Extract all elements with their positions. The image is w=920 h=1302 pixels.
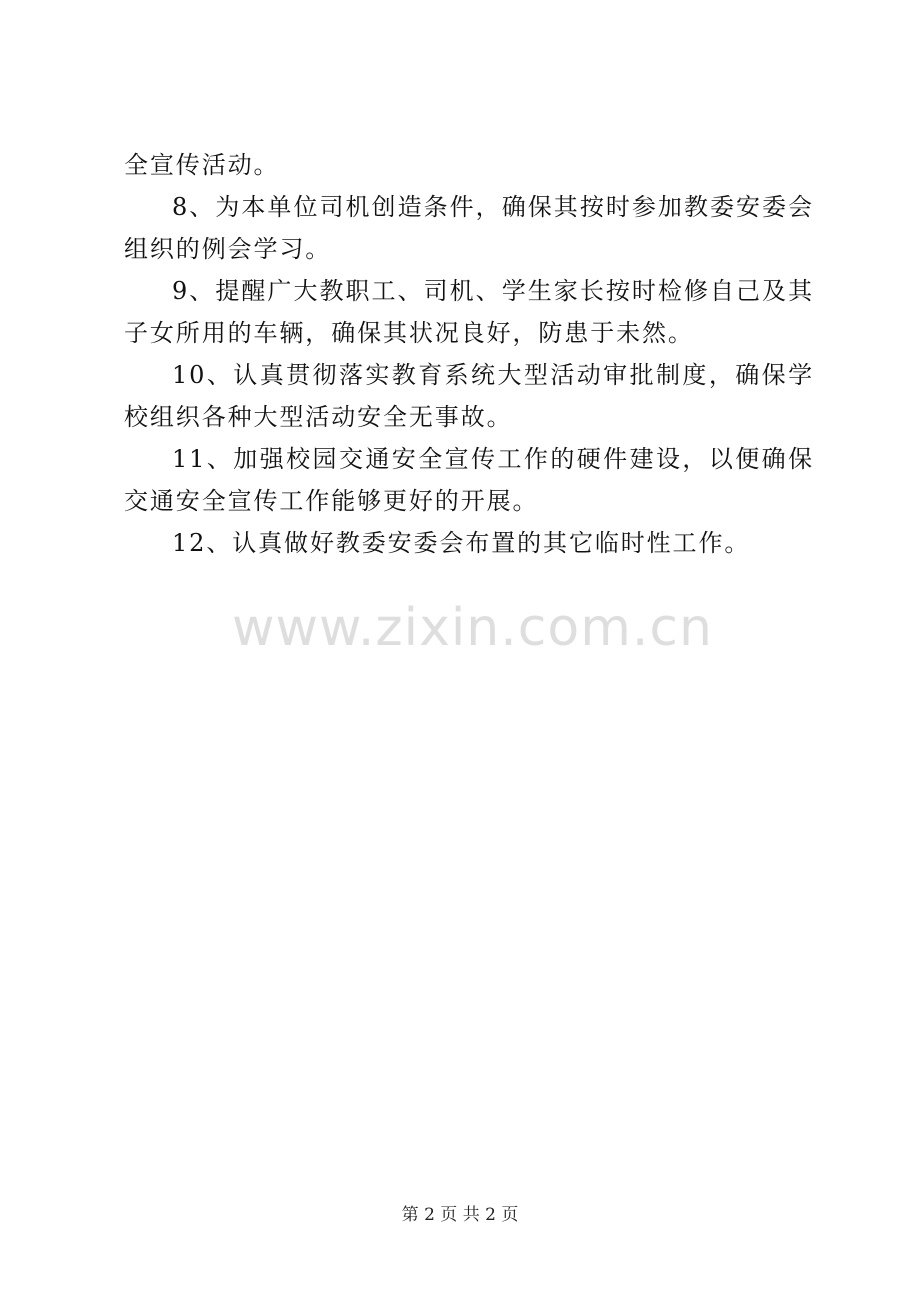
paragraph-item-12: 12、认真做好教委安委会布置的其它临时性工作。	[172, 529, 751, 557]
page-footer: 第 2 页 共 2 页	[401, 1205, 519, 1225]
paragraph-item-10: 10、认真贯彻落实教育系统大型活动审批制度，确保学校组织各种大型活动安全无事故。	[124, 361, 814, 431]
paragraph-continuation: 全宣传活动。	[124, 151, 280, 179]
paragraph-item-9: 9、提醒广大教职工、司机、学生家长按时检修自己及其子女所用的车辆，确保其状况良好，防患于未然。	[124, 277, 814, 347]
watermark: www.zixin.com.cn	[232, 598, 713, 658]
paragraph-item-8: 8、为本单位司机创造条件，确保其按时参加教委安委会组织的例会学习。	[124, 193, 814, 263]
paragraph-item-11: 11、加强校园交通安全宣传工作的硬件建设，以便确保交通安全宣传工作能够更好的开展。	[124, 445, 814, 515]
document-body	[124, 144, 814, 564]
